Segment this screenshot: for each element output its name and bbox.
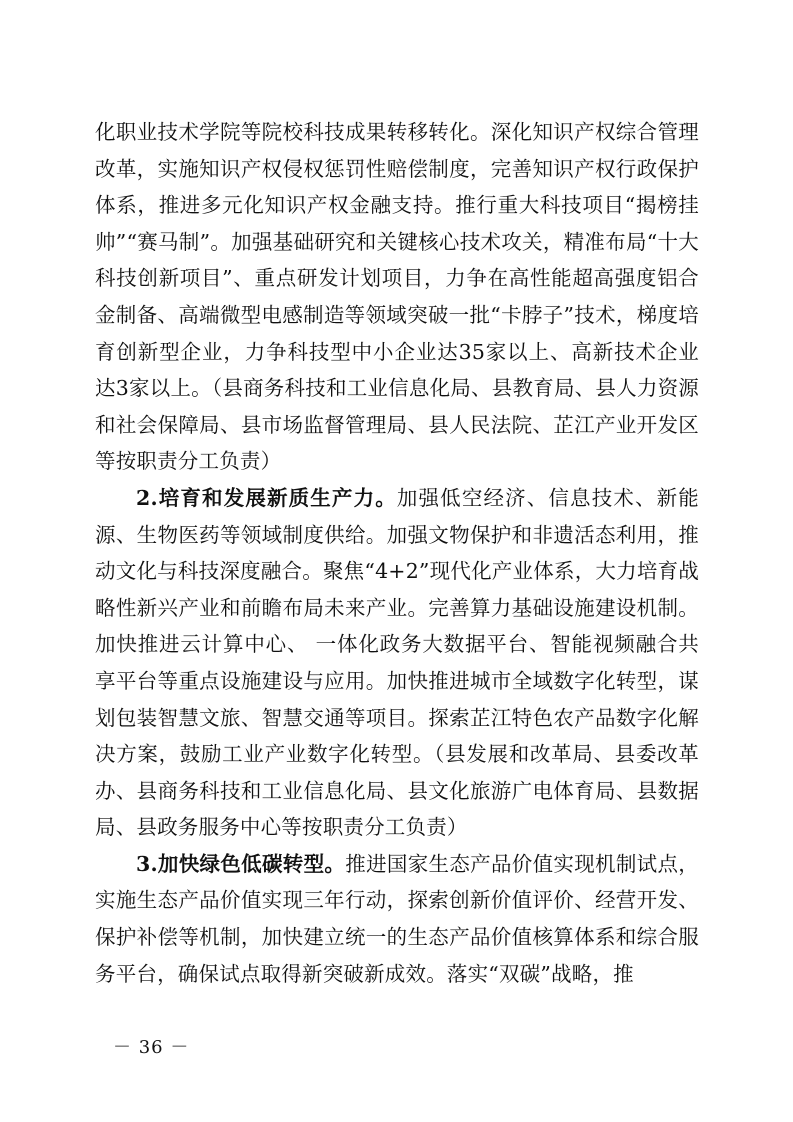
paragraph-3 <box>95 846 699 992</box>
document-body <box>95 114 699 992</box>
page-number: － 36 － <box>113 1037 190 1058</box>
paragraph-1 <box>95 114 699 480</box>
paragraph-2 <box>95 480 699 846</box>
paragraph-3-heading: 3.加快绿色低碳转型。 <box>136 851 346 876</box>
paragraph-1-text: 化职业技术学院等院校科技成果转移转化。深化知识产权综合管理改革，实施知识产权侵权惩罚性赔偿制度，完善知识产权行政保护体系，推进多元化知识产权金融支持。推行重大科技项目“揭榜挂帅”“赛马制”。加强基础研究和关键核心技术攻关，精准布局“十大科技创新项目”、重点研发计划项目，力争在高性能超高强度铝合金制备、高端微型电感制造等领域突破一批“卡脖子”技术，梯度培育创新型企业，力争科技型中小企业达35家以上、高新技术企业达3家以上。（县商务科技和工业信息化局、县教育局、县人力资源和社会保障局、县市场监督管理局、县人民法院、芷江产业开发区等按职责分工负责） <box>95 120 699 474</box>
paragraph-2-heading: 2.培育和发展新质生产力。 <box>136 485 397 510</box>
paragraph-3-text: 推进国家生态产品价值实现机制试点，实施生态产品价值实现三年行动，探索创新价值评价、经营开发、保护补偿等机制，加快建立统一的生态产品价值核算体系和综合服务平台，确保试点取得新突破新成效。落实“双碳”战略，推 <box>95 851 699 986</box>
paragraph-2-text: 加强低空经济、信息技术、新能源、生物医药等领域制度供给。加强文物保护和非遗活态利用，推动文化与科技深度融合。聚焦“4+2”现代化产业体系，大力培育战略性新兴产业和前瞻布局未来产业。完善算力基础设施建设机制。加快推进云计算中心、 一体化政务大数据平台、智能视频融合共享平台等重点设施建设与应用。加快推进城市全域数字化转型，谋划包装智慧文旅、智慧交通等项目。探索芷江特色农产品数字化解决方案，鼓励工业产业数字化转型。（县发展和改革局、县委改革办、县商务科技和工业信息化局、县文化旅游广电体育局、县数据局、县政务服务中心等按职责分工负责） <box>95 485 699 840</box>
